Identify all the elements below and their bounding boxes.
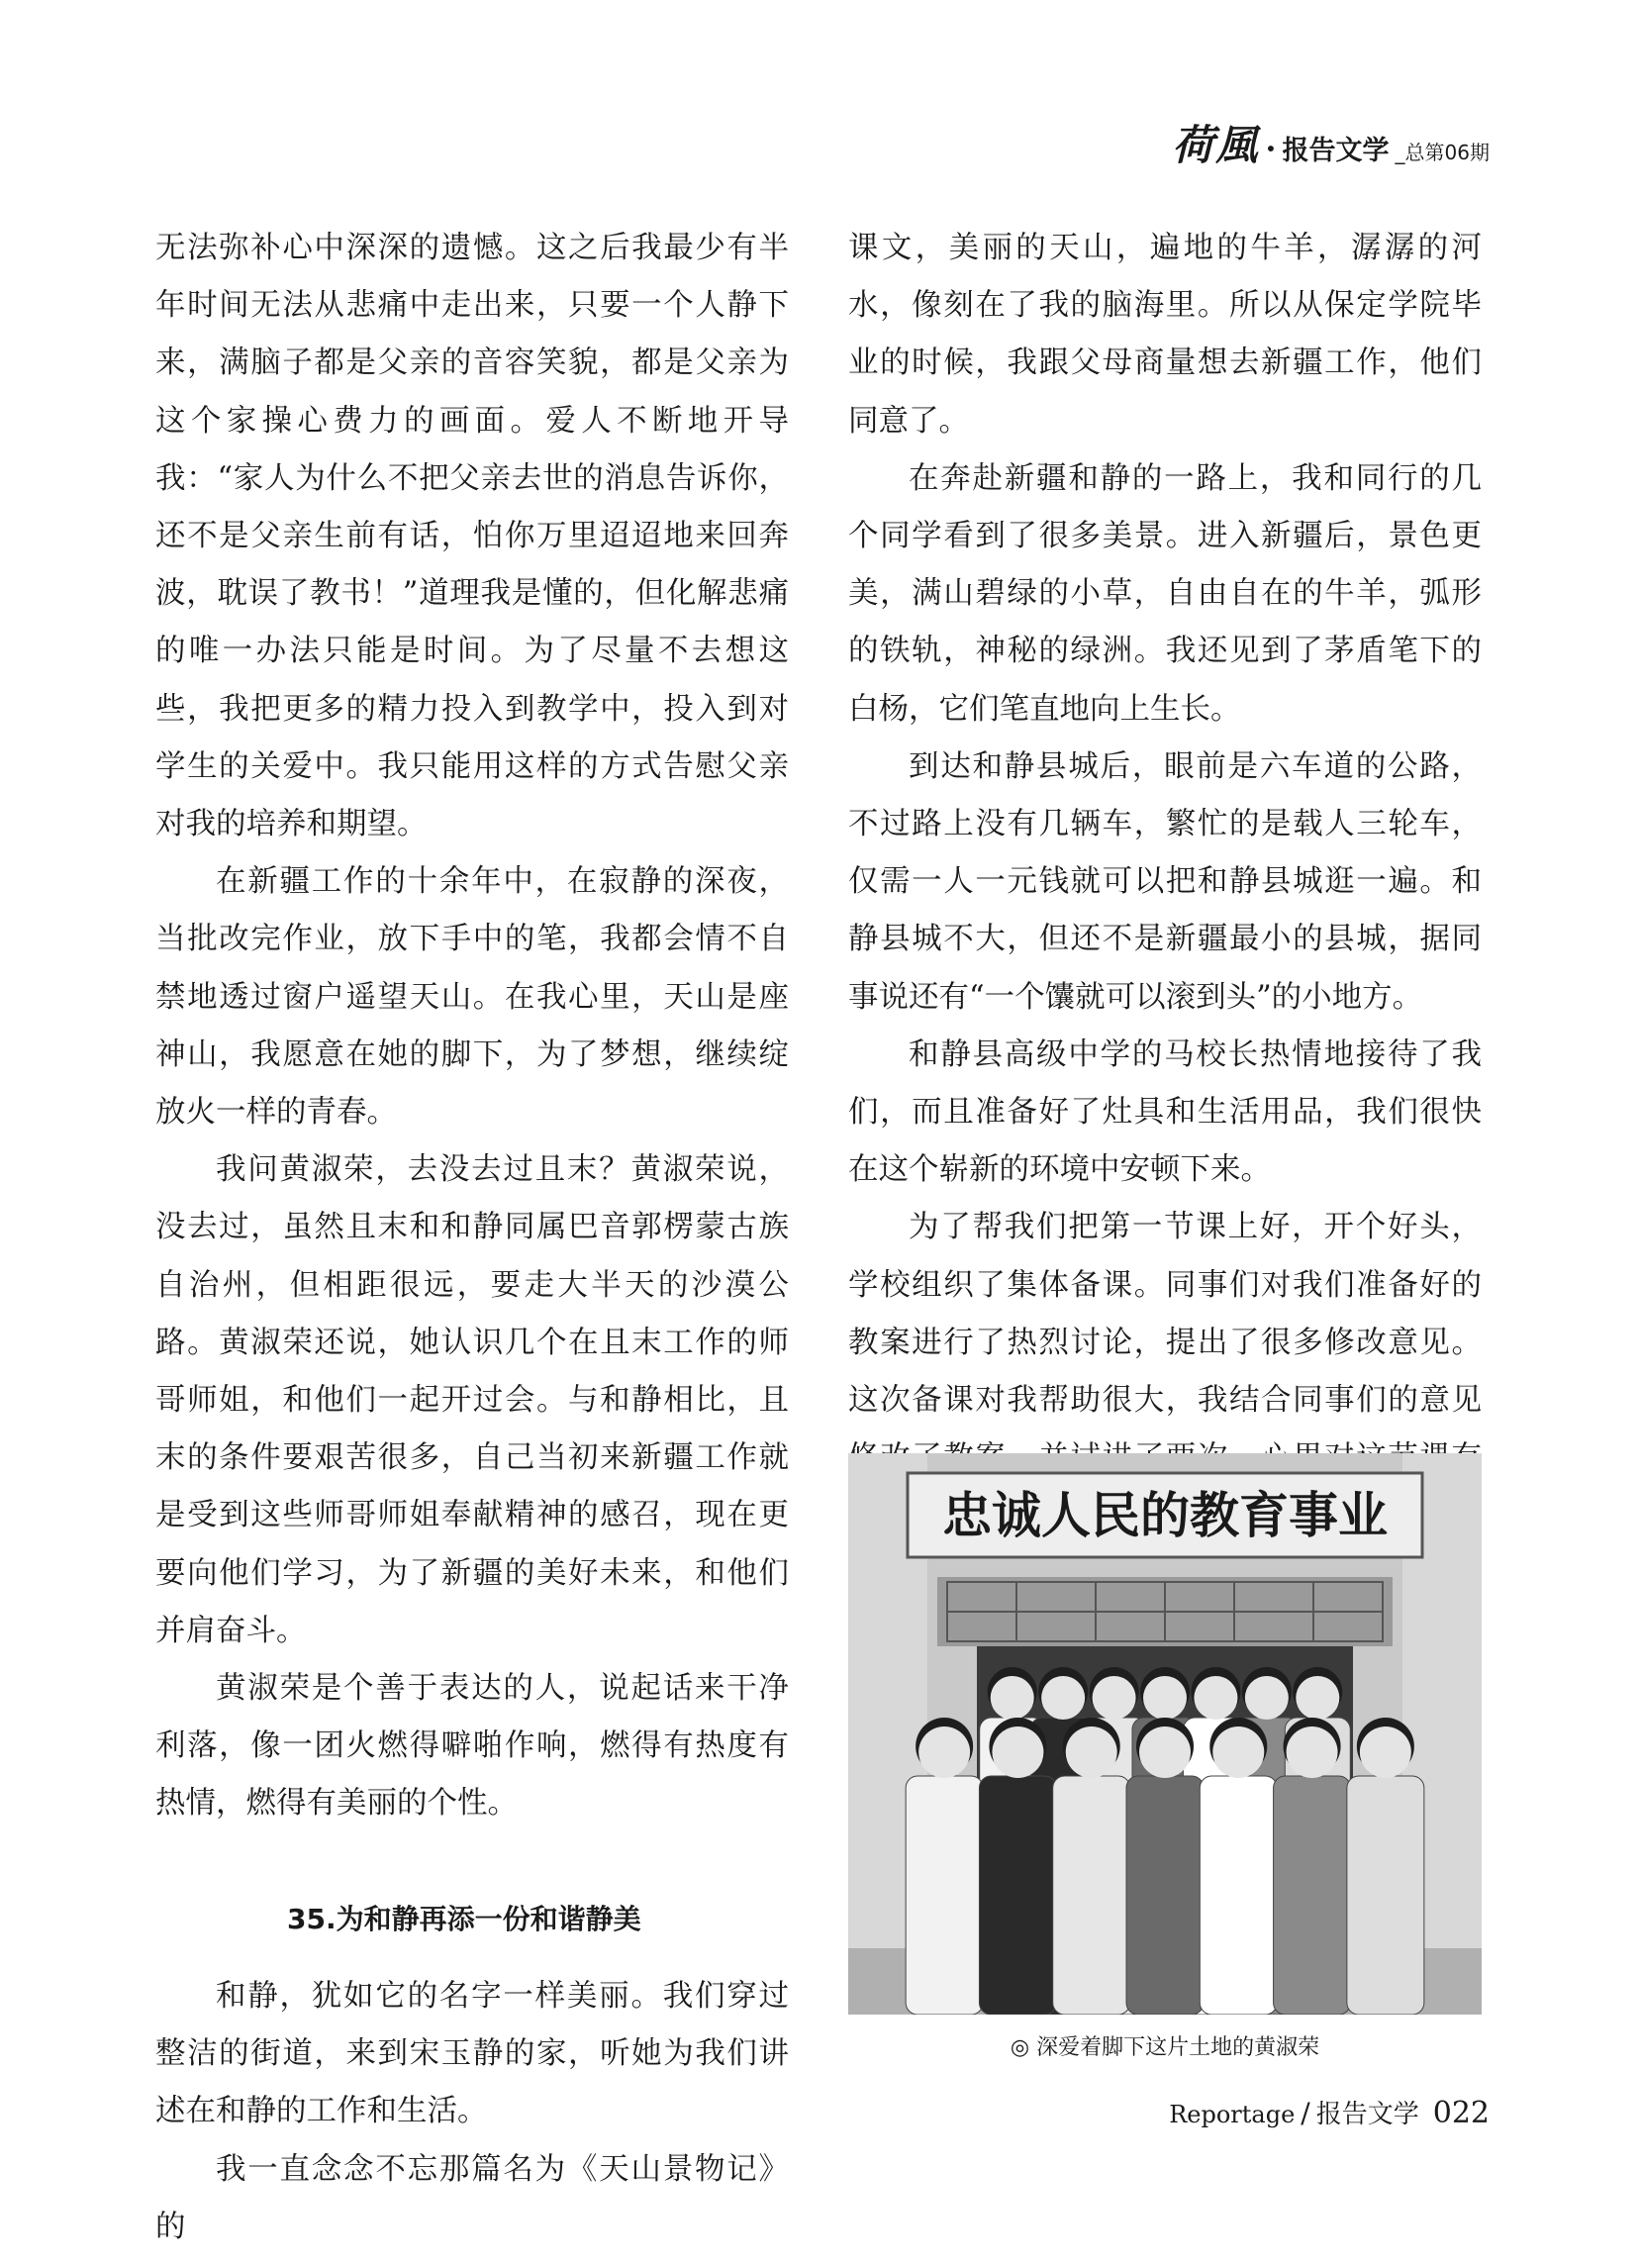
running-header [1172, 113, 1490, 172]
paragraph: 无法弥补心中深深的遗憾。这之后我最少有半年时间无法从悲痛中走出来，只要一个人静下来，满脑子都是父亲的音容笑貌，都是父亲为这个家操心费力的画面。爱人不断地开导我：“家人为什么不把父亲去世的消息告诉你，还不是父亲生前有话，怕你万里迢迢地来回奔波，耽误了教书！”道理我是懂的，但化解悲痛的唯一办法只能是时间。为了尽量不去想这些，我把更多的精力投入到教学中，投入到对学生的关爱中。我只能用这样的方式告慰父亲对我的培养和期望。 [155, 231, 789, 842]
photo-caption: ◎ 深爱着脚下这片土地的黄淑荣 [1010, 2035, 1320, 2060]
person-body [1126, 1776, 1204, 2015]
page-footer [1169, 2094, 1490, 2130]
person-body [1347, 1776, 1424, 2015]
footer-magazine-cn: 报告文学 [1315, 2100, 1419, 2129]
paragraph: 我问黄淑荣，去没去过且末？黄淑荣说，没去过，虽然且末和和静同属巴音郭楞蒙古族自治州，但相距很远，要走大半天的沙漠公路。黄淑荣还说，她认识几个在且末工作的师哥师姐，和他们一起开过会。与和静相比，且末的条件要艰苦很多，自己当初来新疆工作就是受到这些师哥师姐奉献精神的感召，现在更要向他们学习，为了新疆的美好未来，和他们并肩奋斗。 [155, 1152, 789, 1648]
person-body [1200, 1776, 1277, 2015]
sign-text: 忠诚人民的教育事业 [942, 1486, 1388, 1544]
person-face [1041, 1676, 1085, 1720]
person-face [1360, 1726, 1411, 1778]
person-face [991, 1676, 1034, 1720]
person-body [979, 1776, 1056, 2015]
paragraph: 在新疆工作的十余年中，在寂静的深夜，当批改完作业，放下手中的笔，我都会情不自禁地透过窗户遥望天山。在我心里，天山是座神山，我愿意在她的脚下，为了梦想，继续绽放火一样的青春。 [155, 864, 789, 1131]
paragraph: 和静县高级中学的马校长热情地接待了我们，而且准备好了灶具和生活用品，我们很快在这个崭新的环境中安顿下来。 [848, 1036, 1482, 1188]
paragraph: 和静，犹如它的名字一样美丽。我们穿过整洁的街道，来到宋玉静的家，听她为我们讲述在和静的工作和生活。 [155, 1978, 789, 2129]
paragraph: 我一直念念不忘那篇名为《天山景物记》的 [155, 2151, 789, 2244]
section-subheading: 35.为和静再添一份和谐静美 [287, 1902, 641, 1935]
person-face [992, 1726, 1043, 1778]
right-column [848, 220, 1482, 1545]
section-name: 报告文学 [1282, 136, 1390, 166]
paragraph: 黄淑荣是个善于表达的人，说起话来干净利落，像一团火燃得噼啪作响，燃得有热度有热情，燃得有美丽的个性。 [155, 1671, 789, 1822]
group-photo [848, 1453, 1482, 2015]
left-column [155, 220, 789, 2256]
header-separator: · [1265, 130, 1277, 167]
person-face [1287, 1726, 1338, 1778]
person-face [918, 1726, 970, 1778]
person-face [1066, 1726, 1117, 1778]
group-photo-illustration [848, 1453, 1482, 2015]
person-body [1274, 1776, 1351, 2015]
person-body [906, 1776, 983, 2015]
person-face [1093, 1676, 1136, 1720]
footer-magazine-en: Reportage [1169, 2101, 1296, 2128]
issue-number: _总第06期 [1395, 141, 1490, 164]
footer-separator: / [1301, 2097, 1310, 2129]
paragraph: 为了帮我们把第一节课上好，开个好头，学校组织了集体备课。同事们对我们准备好的教案进行了热烈讨论，提出了很多修改意见。这次备课对我帮助很大，我结合同事们的意见 [848, 1210, 1482, 1419]
paragraph: 课文，美丽的天山，遍地的牛羊，潺潺的河水，像刻在了我的脑海里。所以从保定学院毕业的时候，我跟父母商量想去新疆工作，他们同意了。 [848, 231, 1482, 439]
person-face [1194, 1676, 1237, 1720]
magazine-logo: 荷風 [1172, 121, 1260, 169]
person-face [1245, 1676, 1289, 1720]
person-face [1212, 1726, 1264, 1778]
person-face [1143, 1676, 1187, 1720]
person-body [1053, 1776, 1130, 2015]
person-face [1296, 1676, 1339, 1720]
paragraph: 到达和静县城后，眼前是六车道的公路，不过路上没有几辆车，繁忙的是载人三轮车，仅需一人一元钱就可以把和静县城逛一遍。和静县城不大，但还不是新疆最小的县城，据同事说还有“一个馕就可以滚到头”的小地方。 [848, 748, 1482, 1015]
person-face [1139, 1726, 1191, 1778]
page-number: 022 [1432, 2096, 1490, 2130]
paragraph: 在奔赴新疆和静的一路上，我和同行的几个同学看到了很多美景。进入新疆后，景色更美，满山碧绿的小草，自由自在的牛羊，弧形的铁轨，神秘的绿洲。我还见到了茅盾笔下的白杨，它们笔直地向上生长。 [848, 460, 1482, 727]
